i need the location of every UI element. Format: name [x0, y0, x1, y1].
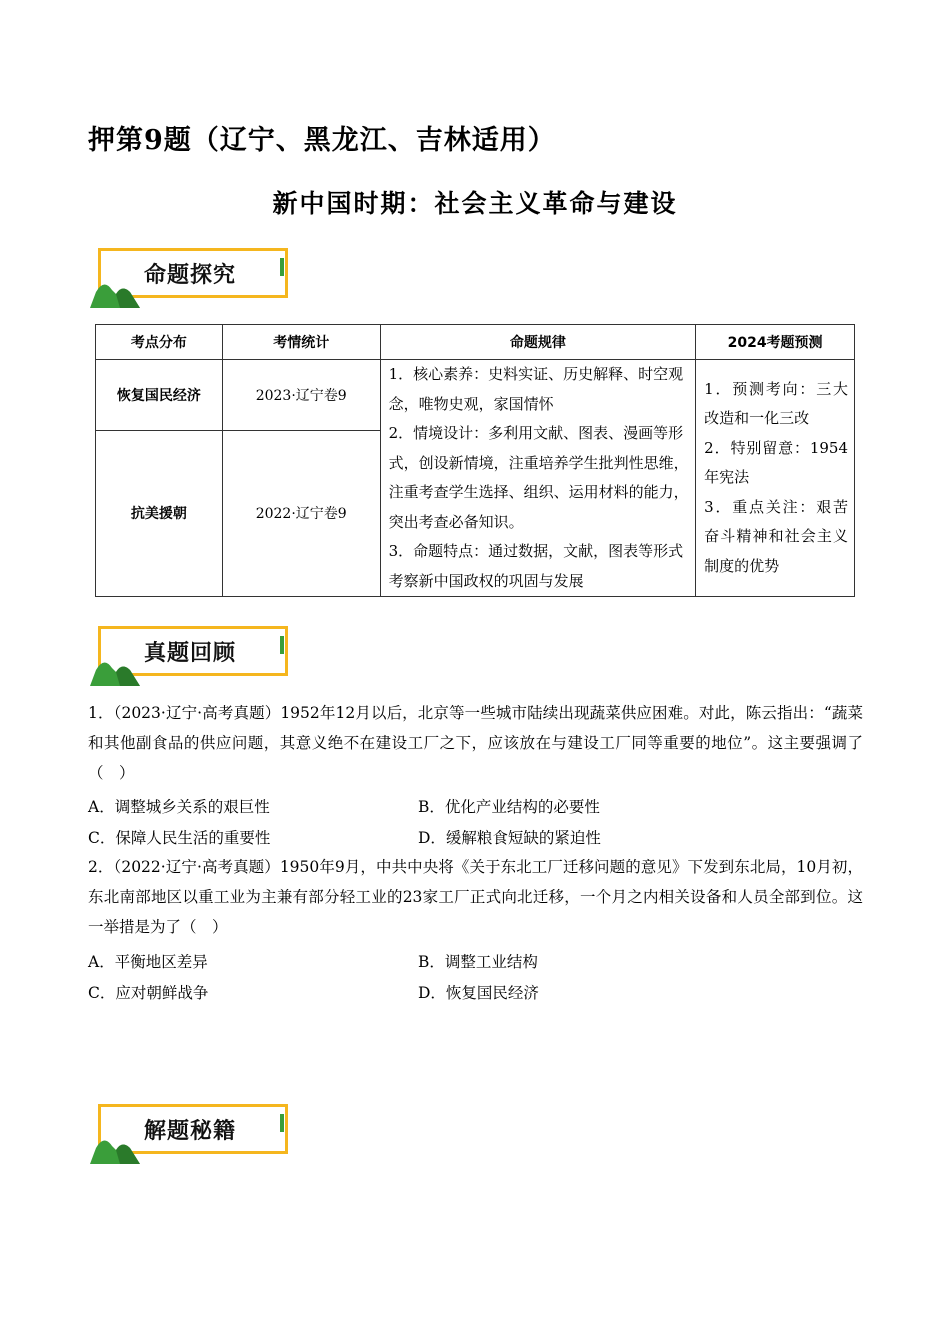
question-1-option-d: D．缓解粮食短缺的紧迫性 [418, 829, 601, 847]
section-banner-analysis [90, 246, 296, 308]
stat-cell: 2023·辽宁卷9 [222, 360, 380, 431]
prediction-item: 3．重点关注：艰苦奋斗精神和社会主义制度的优势 [704, 497, 848, 575]
question-2-option-d: D．恢复国民经济 [418, 984, 539, 1002]
pattern-item: 1．核心素养：史料实证、历史解释、时空观念，唯物史观，家国情怀 [388, 365, 684, 413]
pattern-item: 3．命题特点：通过数据，文献，图表等形式考察新中国政权的巩固与发展 [388, 542, 684, 590]
question-1-stem: 1．（2023·辽宁·高考真题）1952年12月以后，北京等一些城市陆续出现蔬菜供应困难。对此，陈云指出：“蔬菜和其他副食品的供应问题，其意义绝不在建设工厂之下，应该放在与建设工厂同等重要的地位”。这主要强调了（ ） [88, 704, 863, 782]
question-2-option-a: A．平衡地区差异 [88, 953, 208, 971]
prediction-item: 1．预测考向：三大改造和一化三改 [704, 379, 848, 428]
question-2-stem: 2．（2022·辽宁·高考真题）1950年9月，中共中央将《关于东北工厂迁移问题的意见》下发到东北局，10月初，东北南部地区以重工业为主兼有部分轻工业的23家工厂正式向北迁移，一个月之内相关设备和人员全部到位。这一举措是为了（ ） [88, 858, 863, 936]
question-2-option-b: B．调整工业结构 [418, 953, 538, 971]
prediction-item: 2．特别留意：1954年宪法 [704, 438, 848, 487]
topic-cell: 抗美援朝 [96, 430, 223, 596]
section-title-tips: 解题秘籍 [144, 1119, 237, 1144]
table-header: 考点分布 [96, 325, 223, 360]
question-1-option-b: B．优化产业结构的必要性 [418, 798, 600, 816]
pattern-cell [380, 360, 696, 597]
pattern-item: 2．情境设计：多利用文献、图表、漫画等形式，创设新情境，注重培养学生批判性思维，注重考查学生选择、组织、运用材料的能力，突出考查必备知识。 [388, 424, 689, 531]
section-banner-tips [90, 1102, 296, 1164]
section-banner-review [90, 624, 296, 686]
page-subtitle: 新中国时期：社会主义革命与建设 [272, 189, 678, 218]
section-title-analysis: 命题探究 [144, 263, 237, 288]
table-header: 2024考题预测 [696, 325, 855, 360]
section-title-review: 真题回顾 [144, 641, 237, 666]
question-2-option-c: C．应对朝鲜战争 [88, 984, 209, 1002]
hills-icon [90, 276, 140, 308]
hills-icon [90, 654, 140, 686]
question-1-option-c: C．保障人民生活的重要性 [88, 829, 271, 847]
stat-cell: 2022·辽宁卷9 [222, 430, 380, 596]
page-title: 押第9题（辽宁、黑龙江、吉林适用） [88, 125, 556, 156]
hills-icon [90, 1132, 140, 1164]
table-row [96, 360, 855, 431]
table-header: 考情统计 [222, 325, 380, 360]
question-1-option-a: A．调整城乡关系的艰巨性 [88, 798, 270, 816]
exam-analysis-table [95, 324, 855, 597]
table-header: 命题规律 [380, 325, 696, 360]
topic-cell: 恢复国民经济 [96, 360, 223, 431]
prediction-cell [696, 360, 855, 597]
